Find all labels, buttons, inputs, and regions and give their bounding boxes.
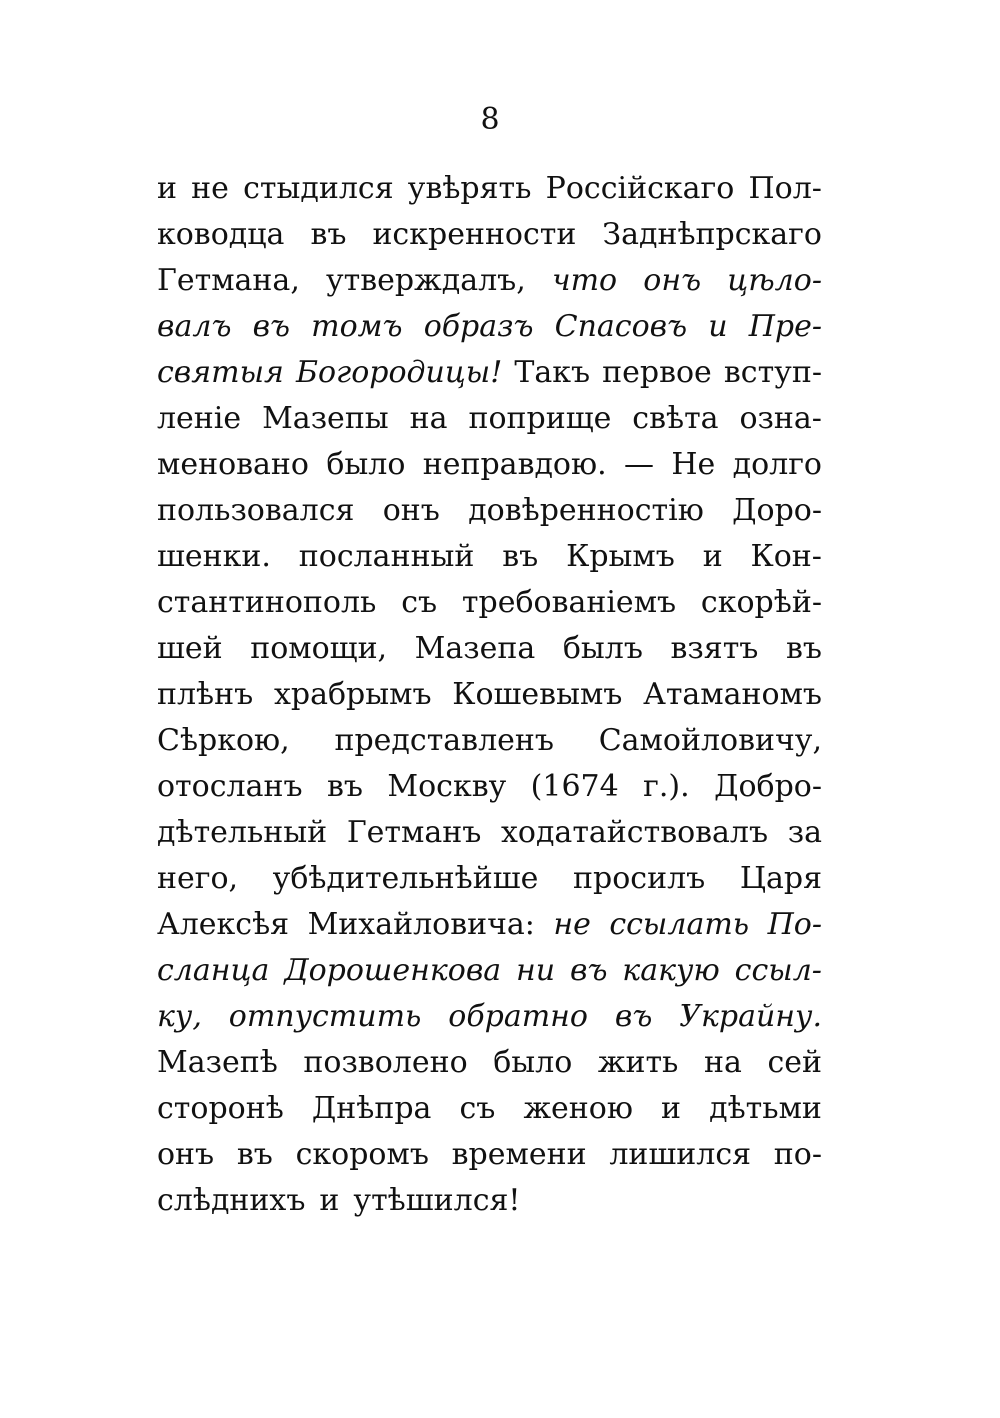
word: женою — [523, 1091, 633, 1126]
text-line — [157, 442, 822, 488]
word: требованіемъ — [461, 585, 677, 620]
text-line — [157, 994, 822, 1040]
word: утверждалъ, — [326, 263, 526, 298]
italic-word: обратно — [448, 999, 588, 1034]
word: былъ — [562, 631, 643, 666]
word: Гетмана, — [157, 263, 300, 298]
word: Кошевымъ — [452, 677, 623, 712]
word: вступ- — [723, 355, 822, 390]
italic-word: ссылать — [609, 907, 750, 942]
word: Михайловича: — [307, 907, 535, 942]
word: Доро- — [732, 493, 822, 528]
word: онъ — [157, 1137, 215, 1172]
word: представленъ — [334, 723, 554, 758]
word: съ — [401, 585, 438, 620]
word: Добро- — [714, 769, 822, 804]
word: свѣта — [632, 401, 719, 436]
italic-word: цѣло- — [727, 263, 822, 298]
text-line — [157, 672, 822, 718]
word: съ — [459, 1091, 496, 1126]
word: дѣтьми — [709, 1091, 822, 1126]
word: Днѣпра — [311, 1091, 432, 1126]
word: было — [326, 447, 406, 482]
word: храбрымъ — [273, 677, 432, 712]
word: — — [624, 447, 654, 482]
word: стантинополь — [157, 585, 377, 620]
word: него, — [157, 861, 239, 896]
word: стыдился — [243, 171, 394, 206]
text-line — [157, 1086, 822, 1132]
word: сей — [767, 1045, 822, 1080]
word: Сѣркою, — [157, 723, 290, 758]
word: шей — [157, 631, 223, 666]
word: убѣдительнѣйше — [272, 861, 539, 896]
word: въ — [310, 217, 347, 252]
word: Алексѣя — [157, 907, 290, 942]
word: за — [787, 815, 822, 850]
word: Мазепа — [414, 631, 536, 666]
italic-word: онъ — [643, 263, 702, 298]
italic-word: ссыл- — [734, 953, 822, 988]
text-line — [157, 764, 822, 810]
word: и — [157, 171, 177, 206]
italic-word: что — [551, 263, 618, 298]
italic-word: томъ — [311, 309, 403, 344]
word: Москву — [387, 769, 507, 804]
word: Россійскаго — [545, 171, 735, 206]
italic-word: валъ — [157, 309, 232, 344]
word: на — [409, 401, 448, 436]
word: шенки. — [157, 539, 271, 574]
word: по- — [773, 1137, 822, 1172]
italic-word: Дорошенкова — [284, 953, 502, 988]
text-line — [157, 212, 822, 258]
word: и — [661, 1091, 682, 1126]
word: въ — [236, 1137, 273, 1172]
word: поприще — [468, 401, 612, 436]
word: Мазепѣ — [157, 1045, 278, 1080]
word: искренности — [372, 217, 577, 252]
text-line — [157, 1040, 822, 1086]
word: Заднѣпрскаго — [602, 217, 822, 252]
word: не — [191, 171, 229, 206]
word: сторонѣ — [157, 1091, 284, 1126]
word: жить — [597, 1045, 679, 1080]
italic-word: и — [708, 309, 728, 344]
word: слѣднихъ — [157, 1183, 306, 1218]
word: въ — [326, 769, 363, 804]
italic-word: образъ — [423, 309, 534, 344]
word: меновано — [157, 447, 309, 482]
word: просилъ — [573, 861, 706, 896]
word: дѣтельный — [157, 815, 328, 850]
word: взятъ — [670, 631, 759, 666]
text-line — [157, 350, 822, 396]
word: ководца — [157, 217, 285, 252]
word: довѣренностію — [468, 493, 704, 528]
page-number: 8 — [480, 102, 500, 137]
word: Атаманомъ — [643, 677, 822, 712]
word: ходатайствовалъ — [500, 815, 769, 850]
word: позволено — [303, 1045, 468, 1080]
text-line — [157, 166, 822, 212]
word: отосланъ — [157, 769, 303, 804]
text-line — [157, 948, 822, 994]
text-line — [157, 856, 822, 902]
word: въ — [502, 539, 539, 574]
text-line — [157, 1132, 822, 1178]
text-line — [157, 718, 822, 764]
word: пользовался — [157, 493, 355, 528]
italic-word: ку, — [157, 999, 202, 1034]
text-line — [157, 810, 822, 856]
word: времени — [451, 1137, 587, 1172]
text-line — [157, 534, 822, 580]
text-line — [157, 1178, 822, 1224]
word: и — [702, 539, 723, 574]
word: было — [493, 1045, 573, 1080]
word: Такъ — [514, 355, 591, 390]
word: долго — [732, 447, 822, 482]
text-line — [157, 304, 822, 350]
word: Мазепы — [262, 401, 389, 436]
word: Крымъ — [566, 539, 675, 574]
italic-word: Спасовъ — [554, 309, 688, 344]
word: на — [703, 1045, 742, 1080]
word: леніе — [157, 401, 242, 436]
italic-word: въ — [569, 953, 608, 988]
italic-word: Пре- — [748, 309, 822, 344]
word: онъ — [382, 493, 440, 528]
text-line — [157, 396, 822, 442]
word: (1674 — [530, 769, 619, 804]
italic-word: въ — [252, 309, 291, 344]
italic-word: какую — [622, 953, 720, 988]
body-text — [157, 166, 822, 1224]
word: помощи, — [250, 631, 388, 666]
italic-word: въ — [614, 999, 653, 1034]
italic-word: По- — [767, 907, 822, 942]
word: Царя — [739, 861, 822, 896]
italic-word: Богородицы! — [295, 355, 503, 390]
text-line — [157, 258, 822, 304]
word: скоромъ — [295, 1137, 429, 1172]
word: Кон- — [750, 539, 822, 574]
word: скорѣй- — [700, 585, 822, 620]
word: въ — [785, 631, 822, 666]
word: озна- — [739, 401, 822, 436]
word: увѣрять — [407, 171, 532, 206]
word: неправдою. — [422, 447, 607, 482]
word: плѣнъ — [157, 677, 254, 712]
word: лишился — [609, 1137, 752, 1172]
word: Не — [671, 447, 716, 482]
italic-word: сланца — [157, 953, 270, 988]
word: утѣшился! — [353, 1183, 521, 1218]
text-line — [157, 626, 822, 672]
italic-word: ни — [516, 953, 556, 988]
word: первое — [602, 355, 712, 390]
italic-word: Украйну. — [679, 999, 822, 1034]
text-line — [157, 902, 822, 948]
word: Гетманъ — [346, 815, 482, 850]
word: и — [319, 1183, 340, 1218]
italic-word: отпустить — [228, 999, 422, 1034]
word: Самойловичу, — [598, 723, 822, 758]
text-line — [157, 580, 822, 626]
italic-word: не — [553, 907, 591, 942]
word: г.). — [643, 769, 690, 804]
word: посланный — [298, 539, 475, 574]
word: Пол- — [748, 171, 822, 206]
italic-word: святыя — [157, 355, 284, 390]
text-line — [157, 488, 822, 534]
